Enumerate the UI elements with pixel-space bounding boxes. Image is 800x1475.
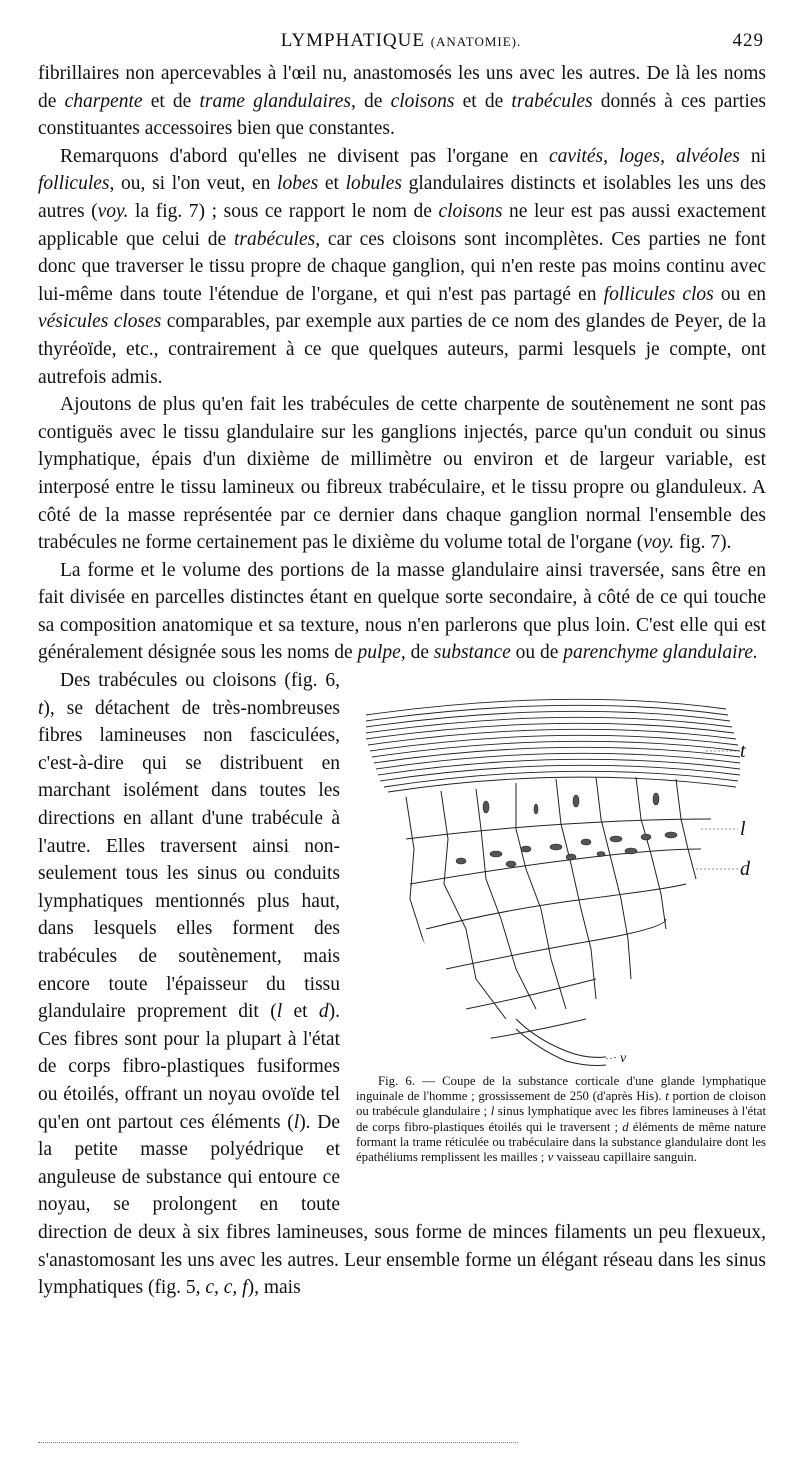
body-text (38, 60, 766, 1302)
figure-label-t: t (740, 740, 746, 763)
capillary-vessel (516, 1019, 606, 1066)
header-title (38, 30, 764, 52)
footer-dotted-rule (38, 1442, 518, 1447)
page-number: 429 (732, 30, 764, 51)
header-title-main: LYMPHATIQUE (280, 30, 425, 51)
figure-caption: Fig. 6. — Coupe de la substance corticale d'une glande lymphatique inguinale de l'homme ; grossissement de 250 (d'après His). t portion de cloison ou trabécule glandulaire ; l sinus lymphatique avec les fibres lamineuses à l'état de corps fibro-plastiques étoilés qui le traversent ; d éléments de même nature formant la trame réticulée ou trabéculaire dans la substance glandulaire dont les épathéliums remplissent les mailles ; v vaisseau capillaire sanguin. (356, 1074, 766, 1165)
paragraph-5: t l d v Fig. 6. — Coupe de la substance corticale d'une glande lymphatique inguinale de l'homme ; grossissement de 250 (d'après His). t portion de cloison ou trabécule glandulaire ; l sinus lymphatique avec les fibres lamineuses à l'état de corps fibro-plastiques étoilés qui le traversent ; d éléments de même nature formant la trame réticulée ou trabéculaire dans la substance glandulaire dont les épathéliums remplissent les mailles ; v vaisseau capillaire sanguin. Des trabécules ou cloisons (fig. 6, t), se détachent de très-nombreuses fibres lamineuses non fasciculées, c'est-à-dire qui se distribuent en marchant isolément dans toutes les directions en allant d'une trabécule à l'autre. Elles traversent ainsi non-seulement tous les sinus ou conduits lymphatiques mentionnés plus haut, dans lesquels elles forment des trabécules de soutènement, mais encore toute l'épaisseur du tissu glandulaire proprement dit (l et d). Ces fibres sont pour la plupart à l'état de corps fibro-plastiques fusiformes ou étoilés, offrant un noyau ovoïde tel qu'en ont partout ces éléments (l). De la petite masse polyédrique et anguleuse de substance qui entoure ce noyau, se prolongent en toute direction de deux à six fibres lamineuses, sous forme de minces filaments un peu flexueux, s'anastomosant les uns avec les autres. Leur ensemble forme un élégant réseau dans les sinus lymphatiques (fig. 5, c, c, f), mais (38, 667, 766, 1302)
figure-label-l: l (740, 818, 746, 841)
histology-illustration (366, 679, 766, 1069)
paragraph-3: Ajoutons de plus qu'en fait les trabécules de cette charpente de soutènement ne sont pas contiguës avec le tissu glandulaire sur les ganglions injectés, parce qu'un conduit ou sinus lymphatique, épais d'un dixième de millimètre ou environ et de largeur variable, est interposé entre le tissu lamineux ou fibreux trabéculaire, et le tissu propre ou glanduleux. A côté de la masse représentée par ce dernier dans chaque ganglion normal l'ensemble des trabécules ne forme certainement pas le dixième du volume total de l'organe (voy. fig. 7). (38, 394, 766, 554)
paragraph-4: La forme et le volume des portions de la masse glandulaire ainsi traversée, sans être en fait divisée en parcelles distinctes étant en quelque sorte secondaire, à côté de ce qui touche sa composition anatomique et sa texture, nous n'en parlerons que plus loin. C'est elle qui est généralement désignée sous les noms de pulpe, de substance ou de parenchyme glandulaire. (38, 559, 766, 664)
header-title-sub: (ANATOMIE). (430, 34, 522, 49)
paragraph-2: Remarquons d'abord qu'elles ne divisent pas l'organe en cavités, loges, alvéoles ni follicules, ou, si l'on veut, en lobes et lobules glandulaires distincts et isolables les uns des autres (voy. la fig. 7) ; sous ce rapport le nom de cloisons ne leur est pas aussi exactement applicable que celui de trabécules, car ces cloisons sont incomplètes. Ces parties ne font donc que traverser le tissu propre de chaque ganglion, qui n'en reste pas moins continu avec lui-même dans toute l'étendue de l'organe, et qui n'est pas partagé en follicules clos ou en vésicules closes comparables, par exemple aux parties de ce nom des glandes de Peyer, de la thyréoïde, etc., contrairement à ce que quelques auteurs, parmi lesquels je compte, ont autrefois admis. (38, 145, 766, 388)
figure-6 (356, 679, 776, 1204)
trabecula-fibers (366, 699, 740, 792)
figure-label-v: v (620, 1051, 627, 1067)
paragraph-1: fibrillaires non apercevables à l'œil nu, anastomosés les uns avec les autres. De là les noms de charpente et de trame glandulaires, de cloisons et de trabécules donnés à ces parties constituantes accessoires bien que constantes. (38, 63, 767, 140)
running-header (38, 30, 764, 54)
label-leaders (606, 751, 738, 1059)
reticulum-network (406, 777, 711, 1039)
figure-label-d: d (740, 858, 750, 881)
